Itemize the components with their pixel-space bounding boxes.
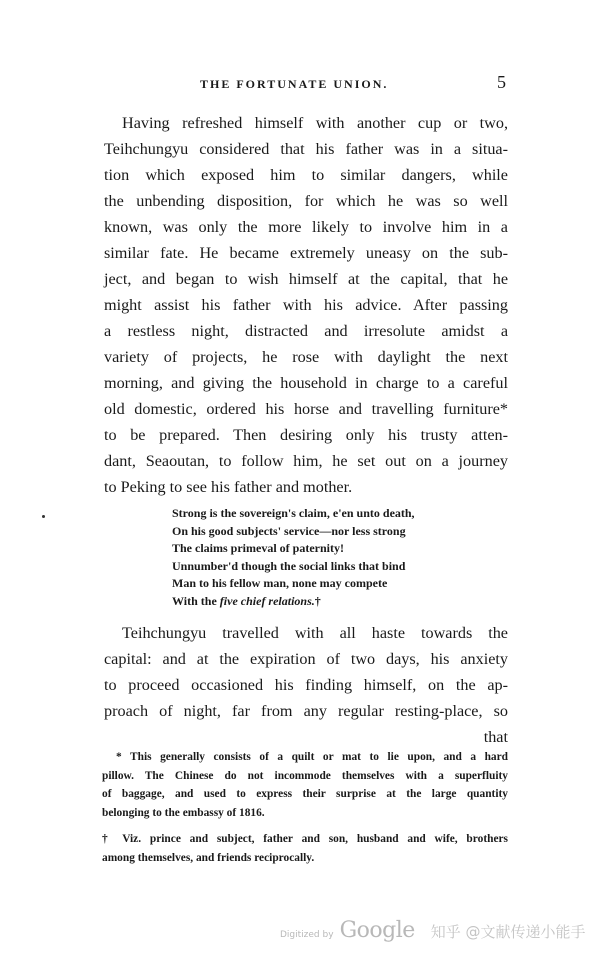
watermark [280,918,586,943]
text-line: morning, and giving the household in charge to a careful [104,374,508,392]
footnote-line: belonging to the embassy of 1816. [102,806,265,819]
text-line: tion which exposed him to similar dangers, while [104,166,508,184]
digitized-by-text: Digitized by [280,930,334,940]
verse-line: Unnumber'd though the social links that bind [172,558,406,573]
verse-line: Man to his fellow man, none may compete [172,576,388,591]
text-line: ject, and began to wish himself at the capital, that he [104,270,508,288]
verse-line: The claims primeval of paternity! [172,541,344,556]
text-line: known, was only the more likely to involve him in a [104,218,508,236]
footnotes [102,748,508,868]
google-logo-text: Google [339,918,415,943]
verse-block [172,505,415,611]
text-line: variety of projects, he rose with daylight the next [104,348,508,366]
catchword: that [483,728,508,746]
paragraph-1 [104,110,508,500]
text-line: to be prepared. Then desiring only his trusty atten- [104,426,508,444]
text-line: to Peking to see his father and mother. [104,478,353,496]
paragraph-2 [104,620,508,750]
text-line: a restless night, distracted and irresolute amidst a [104,322,508,340]
footnote-line: among themselves, and friends reciprocally. [102,851,315,864]
verse-line: Strong is the sovereign's claim, e'en unto death, [172,506,415,520]
dagger-mark: † [314,593,321,608]
footnote-gap [102,822,508,830]
text-line: Teihchungyu considered that his father was in a situa- [104,140,508,158]
page-number: 5 [497,72,506,92]
zhihu-watermark: 知乎 @文献传递小能手 [430,923,586,941]
footnote-line: † Viz. prince and subject, father and son, husband and wife, brothers [102,833,508,846]
text-line: capital: and at the expiration of two days, his anxiety [104,650,508,668]
text-line: might assist his father with his advice. After passing [104,296,508,314]
text-line: old domestic, ordered his horse and travelling furniture* [104,400,508,418]
text-line: the unbending disposition, for which he was so well [104,192,508,210]
text-line: Having refreshed himself with another cup or two, [122,114,508,132]
footnote-line: pillow. The Chinese do not incommode themselves with a superfluity [102,769,508,782]
text-line: to proceed occasioned his finding himself, on the ap- [104,676,508,694]
running-title: THE FORTUNATE UNION. [200,77,389,91]
text-line: similar fate. He became extremely uneasy on the sub- [104,244,508,262]
text-line: proach of night, far from any regular resting-place, so [104,702,508,720]
footnote-line: * This generally consists of a quilt or mat to lie upon, and a hard [116,751,508,763]
margin-speck [42,515,45,518]
text-line: Teihchungyu travelled with all haste towards the [122,624,508,642]
text-line: dant, Seaoutan, to follow him, he set out on a journey [104,452,508,470]
verse-prefix: With the [172,593,220,608]
verse-line: On his good subjects' service—nor less strong [172,523,406,538]
verse-italic: five chief relations. [219,593,315,608]
verse-line-last [172,593,415,611]
footnote-line: of baggage, and used to express their surprise at the large quantity [102,788,508,801]
